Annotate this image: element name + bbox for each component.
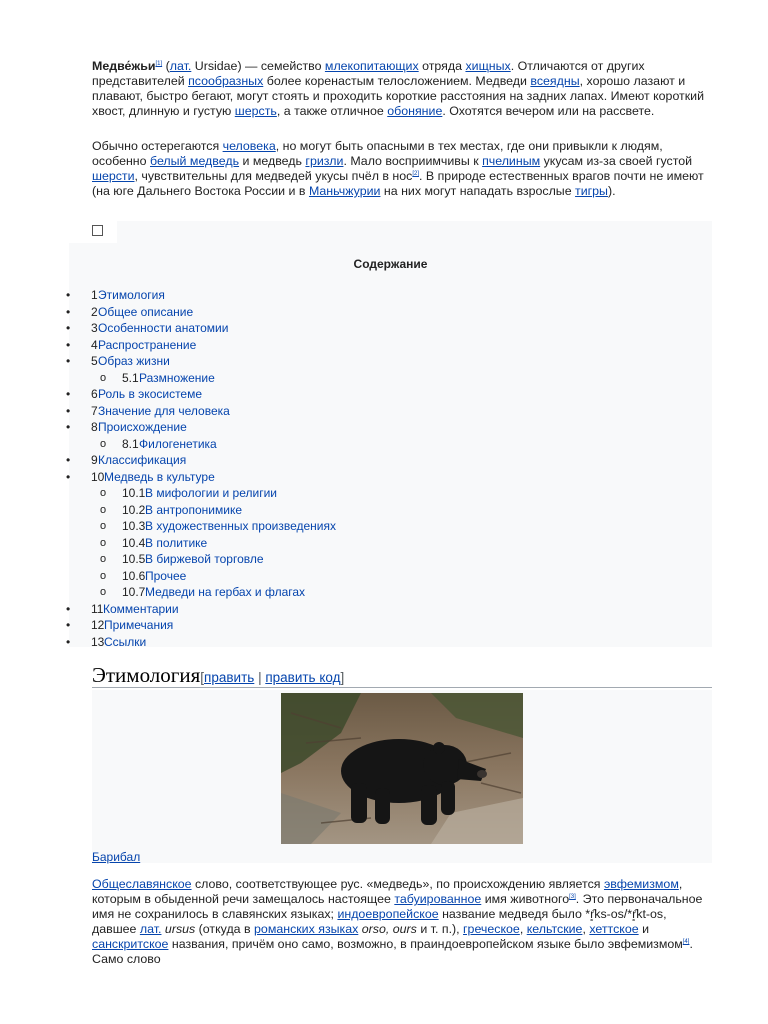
toc-item-number: 10.6	[122, 568, 146, 583]
toc-item-number: 6	[91, 387, 98, 401]
link-celtic[interactable]: кельтские	[526, 922, 583, 936]
link-fur[interactable]: шерсть	[234, 104, 277, 118]
toc-item-number: 10.1	[122, 486, 146, 500]
link-grizzly[interactable]: гризли	[305, 154, 344, 168]
toc-item-number: 3	[91, 321, 98, 335]
toc-item-link[interactable]: В антропонимике	[145, 502, 242, 517]
toc-item-number: 7	[91, 403, 98, 418]
toc-item-number: 2	[91, 304, 98, 319]
toc-item-link[interactable]: Размножение	[139, 370, 215, 385]
toc-item-link[interactable]: Ссылки	[104, 634, 147, 649]
edit-source-link[interactable]: править код	[265, 670, 341, 685]
bullet-icon: •	[66, 321, 71, 335]
circle-bullet-icon: o	[100, 536, 107, 549]
toc-item[interactable]	[0, 518, 768, 535]
bullet-icon: •	[66, 337, 71, 352]
toc-item-link[interactable]: Классификация	[98, 453, 187, 467]
bullet-icon: •	[66, 420, 71, 434]
link-lat[interactable]: лат.	[169, 59, 192, 73]
toc-item-link[interactable]: Общее описание	[98, 304, 194, 319]
toc-toggle-checkbox[interactable]	[92, 225, 103, 236]
toc-item-link[interactable]: Роль в экосистеме	[98, 387, 203, 401]
link-polar-bear[interactable]: белый медведь	[149, 154, 240, 168]
toc-item[interactable]	[0, 617, 768, 634]
bullet-icon: •	[66, 403, 71, 418]
toc-item[interactable]	[0, 634, 768, 651]
toc-item-number: 8.1	[122, 436, 139, 451]
toc-item[interactable]	[0, 601, 768, 618]
toc-item-number: 8	[91, 420, 98, 434]
toc-item-number: 11	[91, 601, 104, 616]
toc-item-link[interactable]: Комментарии	[103, 601, 179, 616]
circle-bullet-icon: o	[100, 586, 107, 598]
edit-link[interactable]: править	[204, 670, 255, 685]
intro-paragraph-2: Обычно остерегаются человека, но могут быть опасными в тех местах, где они привыкли к людям, особенно белый медведь и медведь гризли. Мало восприимчивы к пчелиным укусам из-за своей густой шерсти, чувствительны для медведей укусы пчёл в нос[2]. В природе естественных врагов почти не имеют (на юге Дальнего Востока России и в Маньчжурии на них могут нападать взрослые тигры).	[92, 139, 704, 198]
figure-caption	[92, 850, 140, 864]
toc-item[interactable]	[0, 304, 768, 321]
toc-item-number: 10.5	[122, 552, 146, 566]
link-omnivore[interactable]: всеядны	[530, 74, 580, 88]
link-caniformia[interactable]: псообразных	[188, 74, 264, 88]
link-sanskrit[interactable]: санскритское	[92, 937, 169, 951]
toc-item-number: 10	[91, 469, 105, 484]
toc-item-link[interactable]: В политике	[145, 535, 208, 550]
toc-item[interactable]	[0, 551, 768, 568]
link-human[interactable]: человека	[222, 139, 276, 153]
link-indo-european[interactable]: индоевропейское	[337, 907, 439, 921]
toc-item-link[interactable]: Значение для человека	[98, 403, 230, 418]
toc-item-number: 10.3	[122, 519, 146, 533]
circle-bullet-icon: o	[100, 569, 107, 582]
bear-photo[interactable]	[281, 693, 523, 844]
circle-bullet-icon: o	[100, 520, 107, 532]
toc-item-link[interactable]: Прочее	[145, 568, 187, 583]
link-romance[interactable]: романских языках	[254, 922, 359, 936]
caption-link[interactable]: Барибал	[92, 850, 141, 864]
toc-item[interactable]	[0, 287, 768, 304]
link-greek[interactable]: греческое	[463, 922, 520, 936]
toc-item-number: 4	[91, 337, 98, 352]
toc-item[interactable]	[0, 386, 768, 403]
toc-item[interactable]	[0, 403, 768, 420]
toc-item-link[interactable]: Происхождение	[98, 420, 187, 434]
toc-item-number: 5	[91, 354, 98, 368]
toc-list	[0, 287, 768, 650]
toc-item-number: 12	[91, 618, 105, 632]
link-carnivora[interactable]: хищных	[465, 59, 511, 73]
toc-item[interactable]	[0, 568, 768, 585]
section-heading	[92, 663, 712, 688]
toc-item-link[interactable]: Распространение	[98, 337, 197, 352]
etymology-paragraph: Общеславянское слово, соответствующее рус. «медведь», по происхождению является эвфемизмом, которым в обыденной речи замещалось настоящее табуированное имя животного[3]. Это первоначальное имя не сохранилось в славянских языках; индоевропейское название медведя было *r̥̂ks-os/*r̥̂kt-os, давшее лат. ursus (откуда в романских языках orso, ours и т. п.), греческое, кельтские, хеттское и санскритское названия, причём оно само, возможно, в праиндоевропейском языке было эвфемизмом[4]. Само слово	[92, 877, 703, 966]
toc-item[interactable]	[0, 502, 768, 519]
footnote-ref[interactable]: [2]	[412, 170, 419, 177]
article-title-word: Медве́жьи	[92, 59, 156, 73]
toc-item[interactable]	[0, 320, 768, 337]
bullet-icon: •	[66, 601, 71, 616]
circle-bullet-icon: o	[100, 487, 107, 499]
toc-item[interactable]	[0, 485, 768, 502]
toc-item-link[interactable]: Особенности анатомии	[98, 321, 229, 335]
link-common-slavic[interactable]: Общеславянское	[92, 877, 192, 891]
section-title: Этимология	[92, 663, 201, 687]
circle-bullet-icon: o	[100, 503, 107, 516]
link-manchuria[interactable]: Маньчжурии	[308, 184, 381, 198]
link-smell[interactable]: обоняние	[387, 104, 443, 118]
bullet-icon: •	[66, 618, 71, 632]
footnote-ref[interactable]: [3]	[569, 893, 576, 900]
intro-paragraph-1: Медве́жьи[1] (лат. Ursidae) — семейство млекопитающих отряда хищных. Отличаются от других представителей псообразных более коренастым телосложением. Медведи всеядны, хорошо лазают и плавают, быстро бегают, могут стоять и проходить короткие расстояния на задних лапах. Имеют короткий хвост, длинную и густую шерсть, а также отличное обоняние. Охотятся вечером или на рассвете.	[92, 59, 704, 118]
toc-item-link[interactable]: В мифологии и религии	[145, 486, 277, 500]
toc-item[interactable]	[0, 337, 768, 354]
bullet-icon: •	[66, 453, 71, 467]
bullet-icon: •	[66, 304, 71, 319]
toc-item-number: 1	[91, 288, 98, 302]
toc-item-link[interactable]: В художественных произведениях	[145, 519, 337, 533]
link-taboo[interactable]: табуированное	[394, 892, 482, 906]
toc-item-link[interactable]: Филогенетика	[139, 436, 217, 451]
footnote-ref[interactable]: [4]	[682, 938, 690, 945]
toc-item-link[interactable]: Медведи на гербах и флагах	[145, 585, 306, 599]
toc-item-number: 5.1	[122, 370, 139, 385]
bullet-icon: •	[66, 469, 71, 484]
toc-item-link[interactable]: Медведь в культуре	[104, 469, 215, 484]
bullet-icon: •	[66, 288, 71, 302]
link-hittite[interactable]: хеттское	[589, 922, 639, 936]
toc-item[interactable]	[0, 584, 768, 601]
bullet-icon: •	[66, 634, 71, 649]
toc-item[interactable]	[0, 370, 768, 387]
toc-item[interactable]	[0, 452, 768, 469]
toc-item-number: 10.7	[122, 585, 146, 599]
toc-item-link[interactable]: Примечания	[104, 618, 174, 632]
toc-item-link[interactable]: Образ жизни	[98, 354, 170, 368]
toc-item[interactable]	[0, 419, 768, 436]
link-bees[interactable]: пчелиным	[482, 154, 541, 168]
circle-bullet-icon: o	[100, 553, 107, 565]
toc-item-number: 13	[91, 634, 105, 649]
link-euphemism[interactable]: эвфемизмом	[603, 877, 679, 891]
footnote-ref[interactable]: [1]	[155, 60, 163, 67]
edit-links: [править | править код]	[200, 670, 345, 685]
toc-item-number: 10.4	[122, 535, 146, 550]
toc-item-number: 10.2	[122, 502, 146, 517]
toc-item[interactable]	[0, 469, 768, 486]
bullet-icon: •	[66, 387, 71, 401]
link-tigers[interactable]: тигры	[575, 184, 608, 198]
bullet-icon: •	[66, 354, 71, 368]
toc-item-number: 9	[91, 453, 98, 467]
toc-item-link[interactable]: В биржевой торговле	[145, 552, 264, 566]
circle-bullet-icon: o	[100, 437, 107, 450]
toc-title: Содержание	[353, 257, 428, 271]
link-fur-2[interactable]: шерсти	[92, 169, 135, 183]
circle-bullet-icon: o	[100, 371, 107, 384]
toc-item[interactable]	[0, 436, 768, 453]
toc-item[interactable]	[0, 353, 768, 370]
link-lat-2[interactable]: лат.	[139, 922, 162, 936]
link-mammals[interactable]: млекопитающих	[324, 59, 419, 73]
toc-item[interactable]	[0, 535, 768, 552]
toc-item-link[interactable]: Этимология	[98, 288, 165, 302]
